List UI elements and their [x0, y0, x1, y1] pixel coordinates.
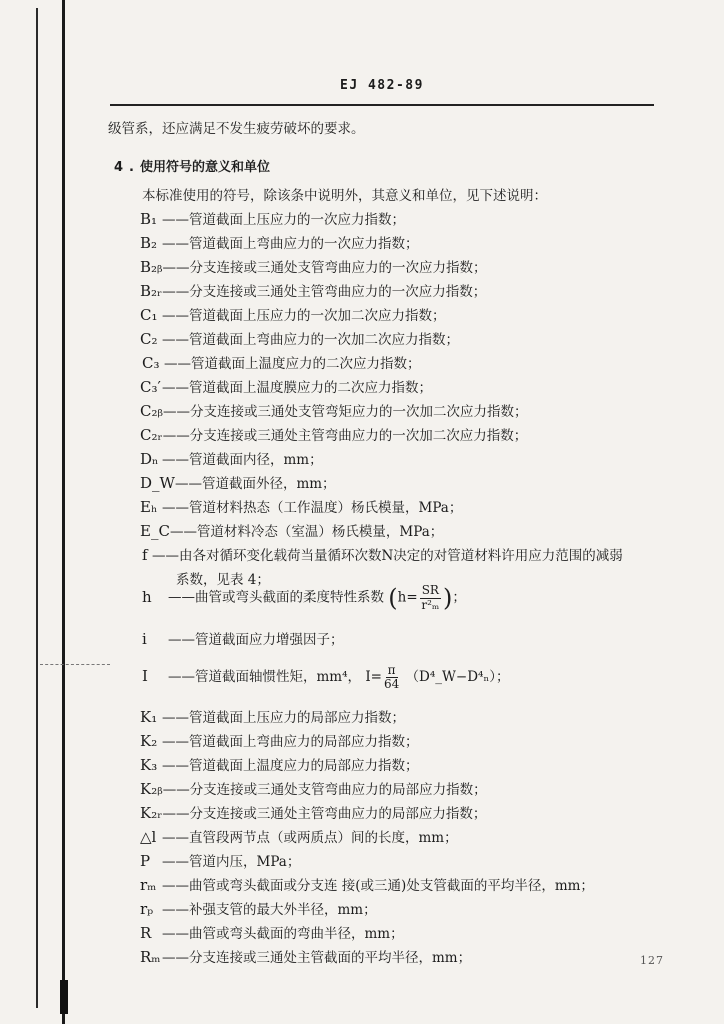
symbol-entry-i: i ——管道截面应力增强因子； — [142, 630, 344, 648]
symbol-entry: C₃′——管道截面上温度膜应力的二次应力指数； — [140, 378, 432, 396]
document-code: EJ 482-89 — [340, 78, 424, 93]
symbol-entry: C₁ ——管道截面上压应力的一次加二次应力指数； — [140, 306, 446, 324]
binding-mark — [60, 980, 68, 1014]
symbol-entry: Eₕ ——管道材料热态（工作温度）杨氏模量，MPa； — [140, 498, 463, 516]
symbol-entry-h: h ——曲管或弯头截面的柔度特性系数 (h= $\frac{SR}{\text{r²ₘ}}$ )； — [142, 583, 466, 612]
symbol-entry: P ——管道内压，MPa； — [140, 852, 301, 870]
symbol-entry: Rₘ ——分支连接或三通处主管截面的平均半径，mm； — [140, 948, 472, 966]
symbol-entry: E_C——管道材料冷态（室温）杨氏模量，MPa； — [140, 522, 444, 540]
symbol-entry-I: I ——管道截面轴惯性矩，mm⁴， I= $\frac{\pi}{64}$ （D⁴_W−D⁴ₙ）； — [142, 663, 510, 692]
symbol-entry: K₂ ——管道截面上弯曲应力的局部应力指数； — [140, 732, 419, 750]
symbol-entry: C₂ ——管道截面上弯曲应力的一次加二次应力指数； — [140, 330, 459, 348]
symbol-entry: R ——曲管或弯头截面的弯曲半径，mm； — [140, 924, 404, 942]
symbol-entry: C₃ ——管道截面上温度应力的二次应力指数； — [142, 354, 421, 372]
I-fraction: $\frac{\pi}{64}$ — [383, 663, 400, 692]
symbol-entry: △l ——直管段两节点（或两质点）间的长度，mm； — [140, 828, 458, 846]
symbol-entry-f-cont: 系数，见表 4； — [176, 572, 270, 588]
intro-text: 级管系，还应满足不发生疲劳破坏的要求。 — [108, 121, 365, 137]
symbol-entry: K₁ ——管道截面上压应力的局部应力指数； — [140, 708, 405, 726]
symbol-entry: B₁ ——管道截面上压应力的一次应力指数； — [140, 210, 405, 228]
symbol-entry-f: f ——由各对循环变化载荷当量循环次数N决定的对管道材料许用应力范围的减弱 — [142, 546, 623, 564]
symbol-entry: B₂ᵦ——分支连接或三通处支管弯曲应力的一次应力指数； — [140, 258, 487, 276]
symbol-entry: D_W——管道截面外径，mm； — [140, 474, 336, 492]
symbol-entry: Dₙ ——管道截面内径，mm； — [140, 450, 323, 468]
symbol-entry: rₚ ——补强支管的最大外半径，mm； — [140, 900, 377, 918]
page-number: 127 — [640, 954, 664, 967]
symbol-entry: B₂ᵣ——分支连接或三通处主管弯曲应力的一次应力指数； — [140, 282, 487, 300]
symbol-entry: B₂ ——管道截面上弯曲应力的一次应力指数； — [140, 234, 419, 252]
symbol-entry: C₂ᵦ——分支连接或三通处支管弯矩应力的一次加二次应力指数； — [140, 402, 528, 420]
scan-artifact — [40, 664, 110, 666]
symbol-entry: C₂ᵣ——分支连接或三通处主管弯曲应力的一次加二次应力指数； — [140, 426, 528, 444]
symbol-entry: rₘ ——曲管或弯头截面或分支连 接(或三通)处支管截面的平均半径，mm； — [140, 876, 594, 894]
preamble-text: 本标准使用的符号，除该条中说明外，其意义和单位，见下述说明： — [142, 188, 547, 204]
binding-line — [36, 8, 38, 1008]
header-rule — [110, 104, 654, 106]
binding-edge — [62, 0, 65, 1024]
section-title: 使用符号的意义和单位 — [140, 160, 271, 175]
symbol-entry: K₂ᵣ——分支连接或三通处主管弯曲应力的局部应力指数； — [140, 804, 487, 822]
h-fraction: $\frac{SR}{\text{r²ₘ}}$ — [421, 583, 440, 612]
section-number: 4 — [114, 160, 124, 175]
section-heading: 4 . 使用符号的意义和单位 — [114, 160, 271, 175]
symbol-entry: K₃ ——管道截面上温度应力的局部应力指数； — [140, 756, 419, 774]
symbol-entry: K₂ᵦ——分支连接或三通处支管弯曲应力的局部应力指数； — [140, 780, 487, 798]
